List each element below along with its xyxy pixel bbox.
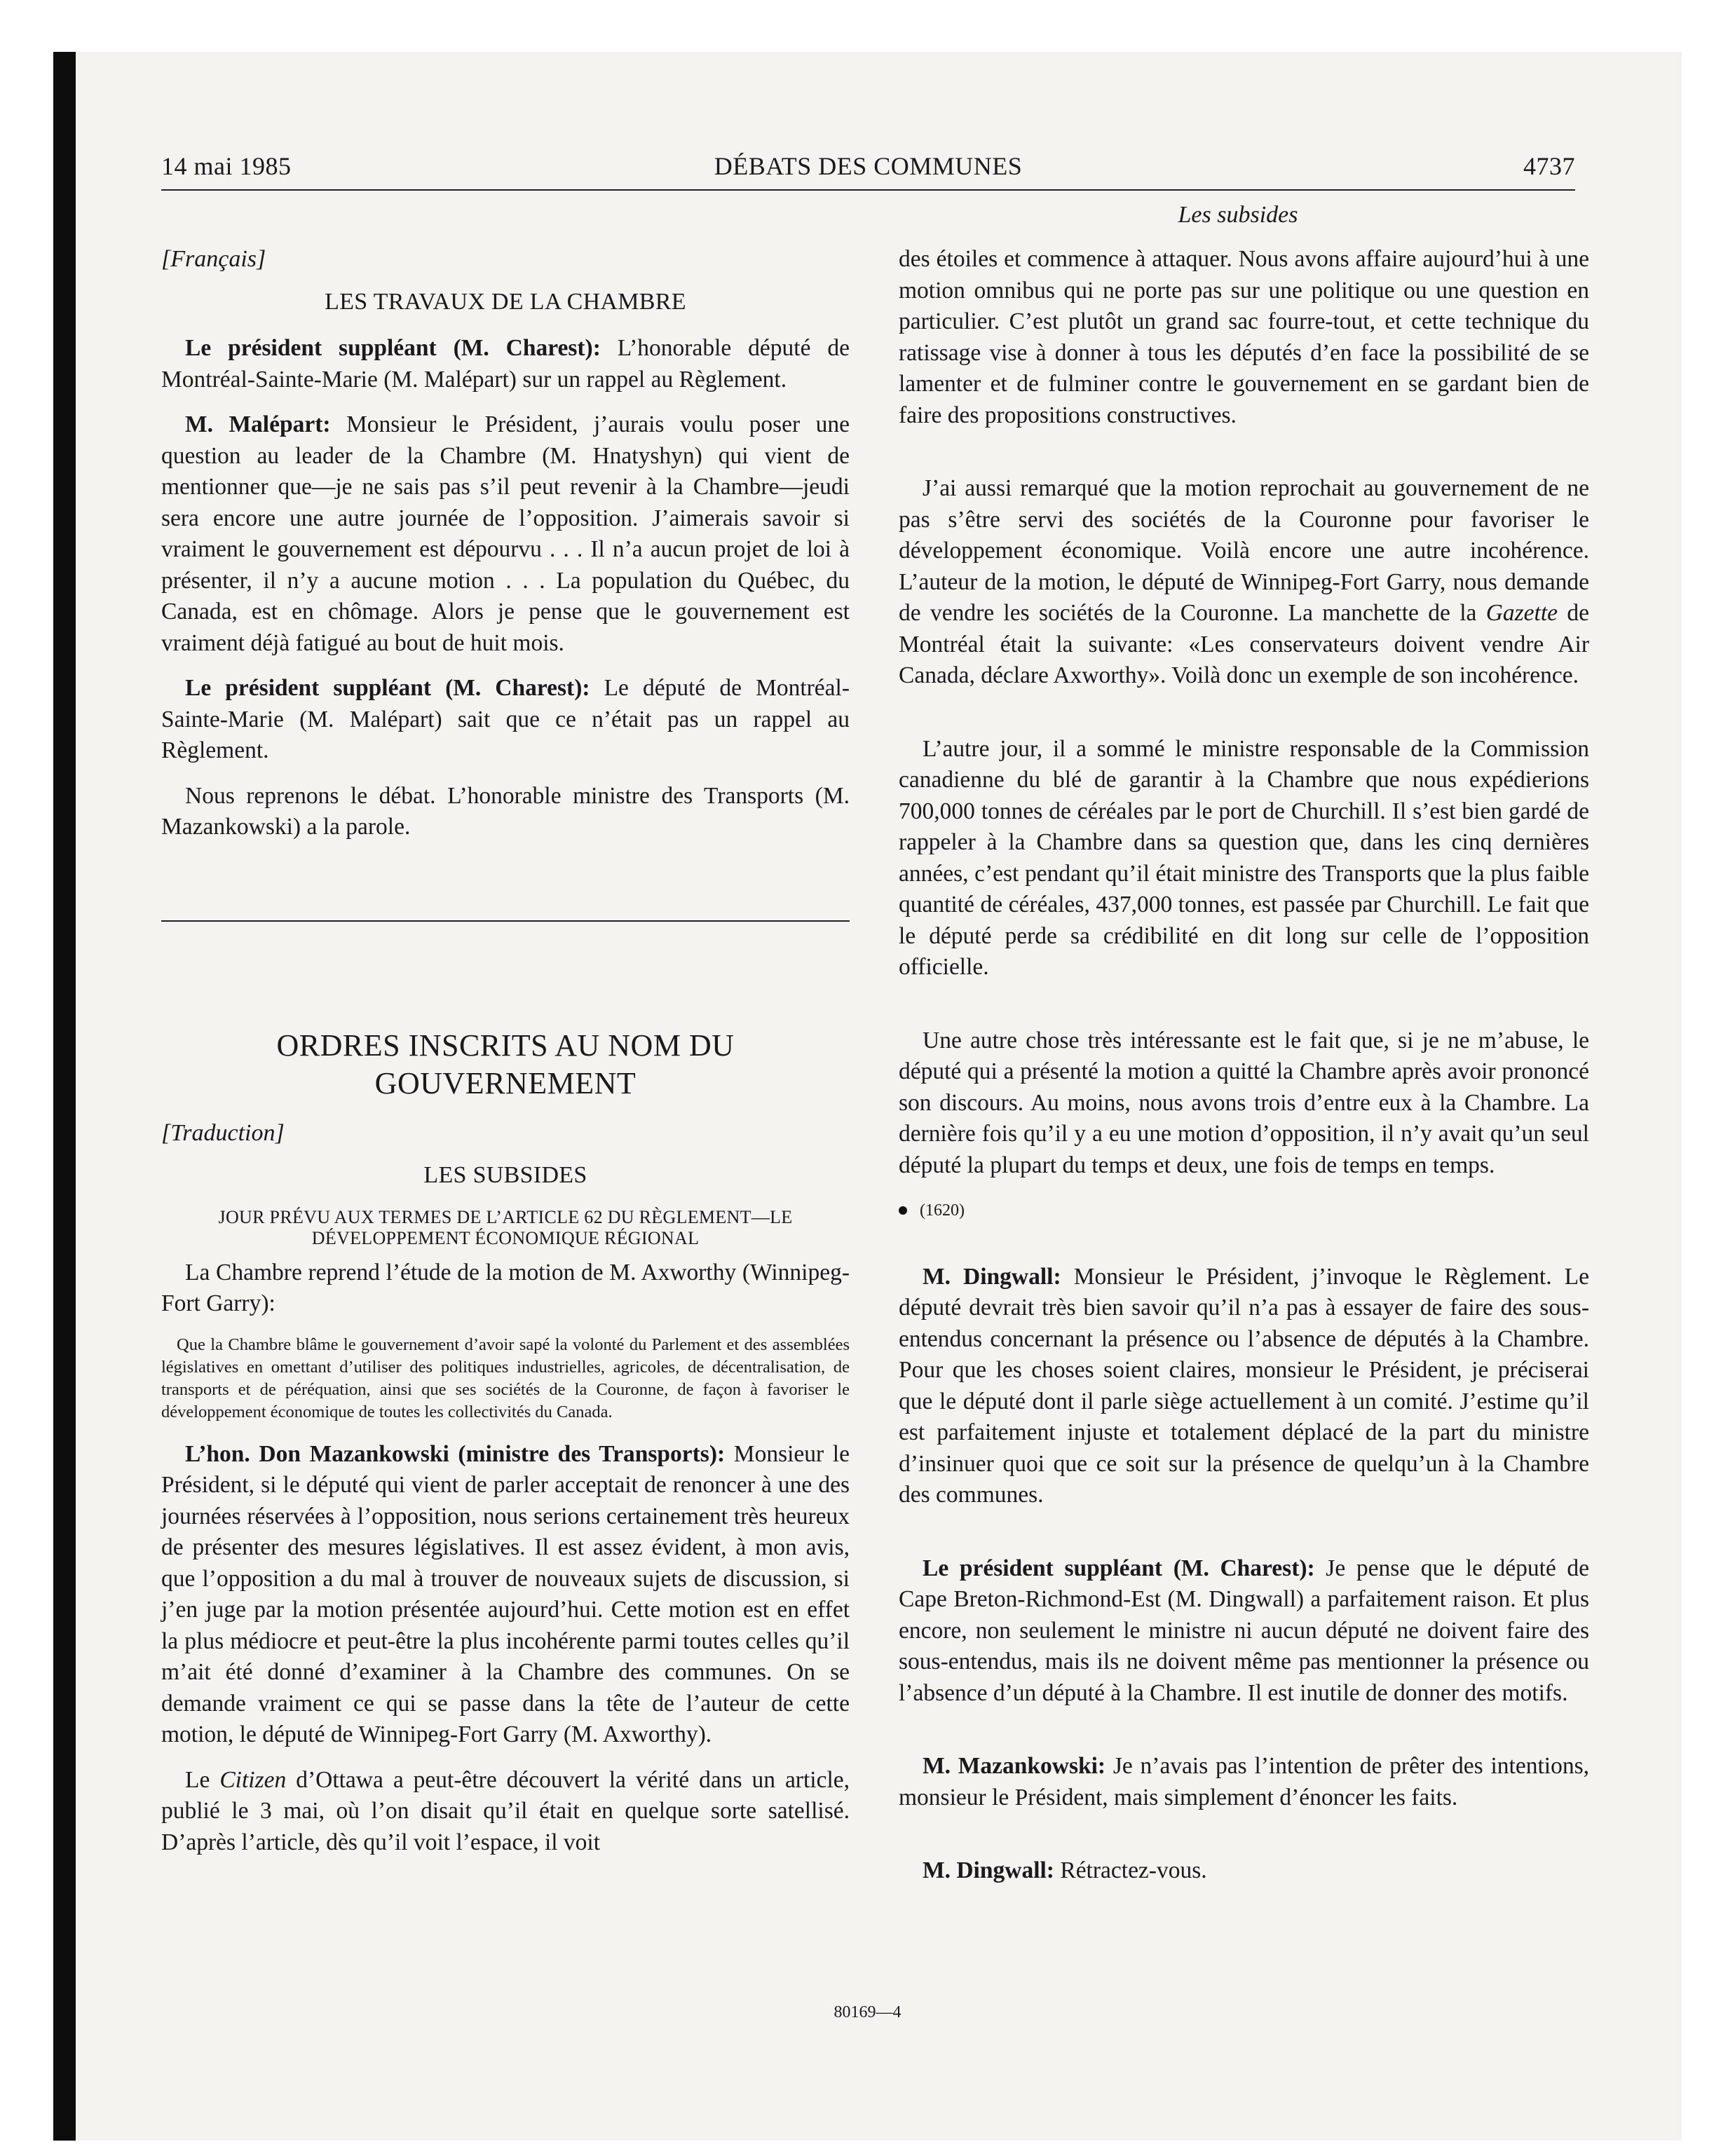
speaker-name: Le président suppléant (M. Charest): — [923, 1555, 1315, 1581]
speaker-name: M. Malépart: — [185, 411, 331, 437]
paragraph: Le président suppléant (M. Charest): Le député de Montréal-Sainte-Marie (M. Malépart) sait que ce n’était pas un rappel au Règlement. — [161, 675, 850, 763]
motion-quote: Que la Chambre blâme le gouvernement d’avoir sapé la volonté du Parlement et des assemblées législatives en omettant d’utiliser des politiques industrielles, agricoles, de décentralisation, de transports et de péréquation, ainsi que ses sociétés de la Couronne, de façon à favoriser le développement économique de toutes les collectivités du Canada. — [161, 1335, 850, 1421]
speaker-name: Le président suppléant (M. Charest): — [185, 335, 601, 361]
paragraph: J’ai aussi remarqué que la motion reprochait au gouvernement de ne pas s’être servi des sociétés de la Couronne pour favoriser le développement économique. Voilà encore une autre incohérence. L’auteur de la motion, le député de Winnipeg-Fort Garry, nous demande de vendre les sociétés de la Couronne. La manchette de la Gazette de Montréal était la suivante: «Les conservateurs doivent vendre Air Canada, déclare Axworthy». Voilà donc un exemple de son incohérence. — [899, 475, 1589, 688]
paragraph: M. Malépart: Monsieur le Président, j’aurais voulu poser une question au leader de la Chambre (M. Hnatyshyn) qui vient de mentionner que—je ne sais pas s’il peut revenir à la Chambre—jeudi sera encore une autre journée de l’opposition. J’aimerais savoir si vraiment le gouvernement est dépourvu . . . Il n’a aucun projet de loi à présenter, il n’y a aucune motion . . . La population du Québec, du Canada, est en chômage. Alors je pense que le gouvernement est vraiment déjà fatigué au bout de huit mois. — [161, 411, 850, 656]
paragraph: Le Citizen d’Ottawa a peut-être découvert la vérité dans un article, publié le 3 mai, où l’on disait qu’il était en quelque sorte satellisé. D’après l’article, dès qu’il voit l’espace, il voit — [161, 1766, 850, 1855]
heading-travaux: LES TRAVAUX DE LA CHAMBRE — [325, 288, 686, 315]
timestamp: (1620) — [899, 1195, 1589, 1227]
subheading: JOUR PRÉVU AUX TERMES DE L’ARTICLE 62 DU RÈGLEMENT—LE DÉVELOPPEMENT ÉCONOMIQUE RÉGIONAL — [218, 1206, 793, 1248]
paragraph: M. Mazankowski: Je n’avais pas l’intention de prêter des intentions, monsieur le Président, mais simplement d’énoncer les faits. — [899, 1753, 1589, 1810]
paragraph: L’autre jour, il a sommé le ministre responsable de la Commission canadienne du blé de garantir à la Chambre que nous expédierions 700,000 tonnes de céréales par le port de Churchill. Il s’est bien gardé de rappeler à la Chambre dans sa question que, dans les cinq dernières années, c’est pendant qu’il était ministre des Transports que la plus faible quantité de céréales, 437,000 tonnes, est passée par Churchill. Le fait que le député perde sa crédibilité en dit long sur celle de l’opposition officielle. — [899, 735, 1589, 980]
header-title: DÉBATS DES COMMUNES — [714, 152, 1023, 180]
footer-code: 80169—4 — [834, 2003, 901, 2021]
header-date: 14 mai 1985 — [161, 152, 292, 180]
section-divider — [161, 920, 850, 922]
binding-shadow — [53, 52, 76, 2141]
paragraph: La Chambre reprend l’étude de la motion de M. Axworthy (Winnipeg-Fort Garry): — [161, 1259, 850, 1316]
language-marker: [Français] — [161, 246, 266, 272]
paragraph: M. Dingwall: Rétractez-vous. — [923, 1857, 1207, 1883]
newspaper-name: Gazette — [1485, 600, 1558, 626]
speaker-name: M. Dingwall: — [923, 1857, 1054, 1883]
heading-subsides: LES SUBSIDES — [423, 1162, 587, 1188]
section-label: Les subsides — [1178, 202, 1298, 228]
header-page-number: 4737 — [1523, 152, 1575, 180]
running-header — [161, 151, 1575, 191]
paragraph: M. Dingwall: Monsieur le Président, j’invoque le Règlement. Le député devrait très bien savoir qu’il n’a pas à essayer de faire des sous-entendus concernant la présence ou l’absence de députés à la Chambre. Pour que les choses soient claires, monsieur le Président, je préciserai que le député dont il parle siège actuellement à un comité. J’estime qu’il est parfaitement injuste et totalement déplacé de la part du ministre d’insinuer quoi que ce soit sur la présence de quelqu’un à la Chambre des communes. — [899, 1263, 1589, 1508]
paragraph: L’hon. Don Mazankowski (ministre des Transports): Monsieur le Président, si le député qui vient de parler acceptait de renoncer à une des journées réservées à l’opposition, nous serions certainement très heureux de présenter des mesures législatives. Il est assez évident, à mon avis, que l’opposition a du mal à trouver de nouveaux sujets de discussion, si j’en juge par la motion présentée aujourd’hui. Cette motion est en effet la plus médiocre et peut-être la plus incohérente parmi toutes celles qu’il m’ait été donné d’examiner à la Chambre des communes. On se demande vraiment ce qui se passe dans la tête de l’auteur de cette motion, le député de Winnipeg-Fort Garry (M. Axworthy). — [161, 1440, 850, 1747]
newspaper-name: Citizen — [219, 1766, 287, 1793]
paragraph: des étoiles et commence à attaquer. Nous avons affaire aujourd’hui à une motion omnibus qui ne porte pas sur une politique ou une question en particulier. C’est plutôt un grand sac fourre-tout, et cette technique du ratissage vise à donner à tous les députés d’en face la possibilité de se lamenter et de fulminer contre le gouvernement en se gardant bien de faire des propositions constructives. — [899, 246, 1589, 428]
speaker-name: L’hon. Don Mazankowski (ministre des Transports): — [185, 1440, 726, 1467]
paragraph: Nous reprenons le débat. L’honorable ministre des Transports (M. Mazankowski) a la parole. — [161, 782, 850, 840]
speaker-name: M. Dingwall: — [923, 1263, 1061, 1290]
paragraph: Une autre chose très intéressante est le fait que, si je ne m’abuse, le député qui a présenté la motion a quitté la Chambre après avoir prononcé son discours. Au moins, nous avons trois d’entre eux à la Chambre. La dernière fois qu’il y a eu une motion d’opposition, il n’y avait qu’un seul député la plupart du temps et deux, une fois de temps en temps. — [899, 1027, 1589, 1178]
language-marker: [Traduction] — [161, 1119, 285, 1146]
bullet-icon — [899, 1206, 907, 1215]
paragraph: Le président suppléant (M. Charest): Je pense que le député de Cape Breton-Richmond-Est (M. Dingwall) a parfaitement raison. Et plus encore, non seulement le ministre ni aucun député ne doivent faire des sous-entendus, mais ils ne doivent même pas mentionner la présence ou l’absence d’un député à la Chambre. Il est inutile de donner des motifs. — [899, 1555, 1590, 1706]
paragraph: Le président suppléant (M. Charest): L’honorable député de Montréal-Sainte-Marie (M. Malépart) sur un rappel au Règlement. — [161, 335, 850, 393]
heading-ordres: ORDRES INSCRITS AU NOM DU GOUVERNEMENT — [276, 1028, 735, 1100]
left-column — [161, 244, 850, 1872]
speaker-name: M. Mazankowski: — [923, 1753, 1106, 1779]
right-column — [899, 244, 1589, 1901]
speaker-name: Le président suppléant (M. Charest): — [185, 675, 590, 701]
